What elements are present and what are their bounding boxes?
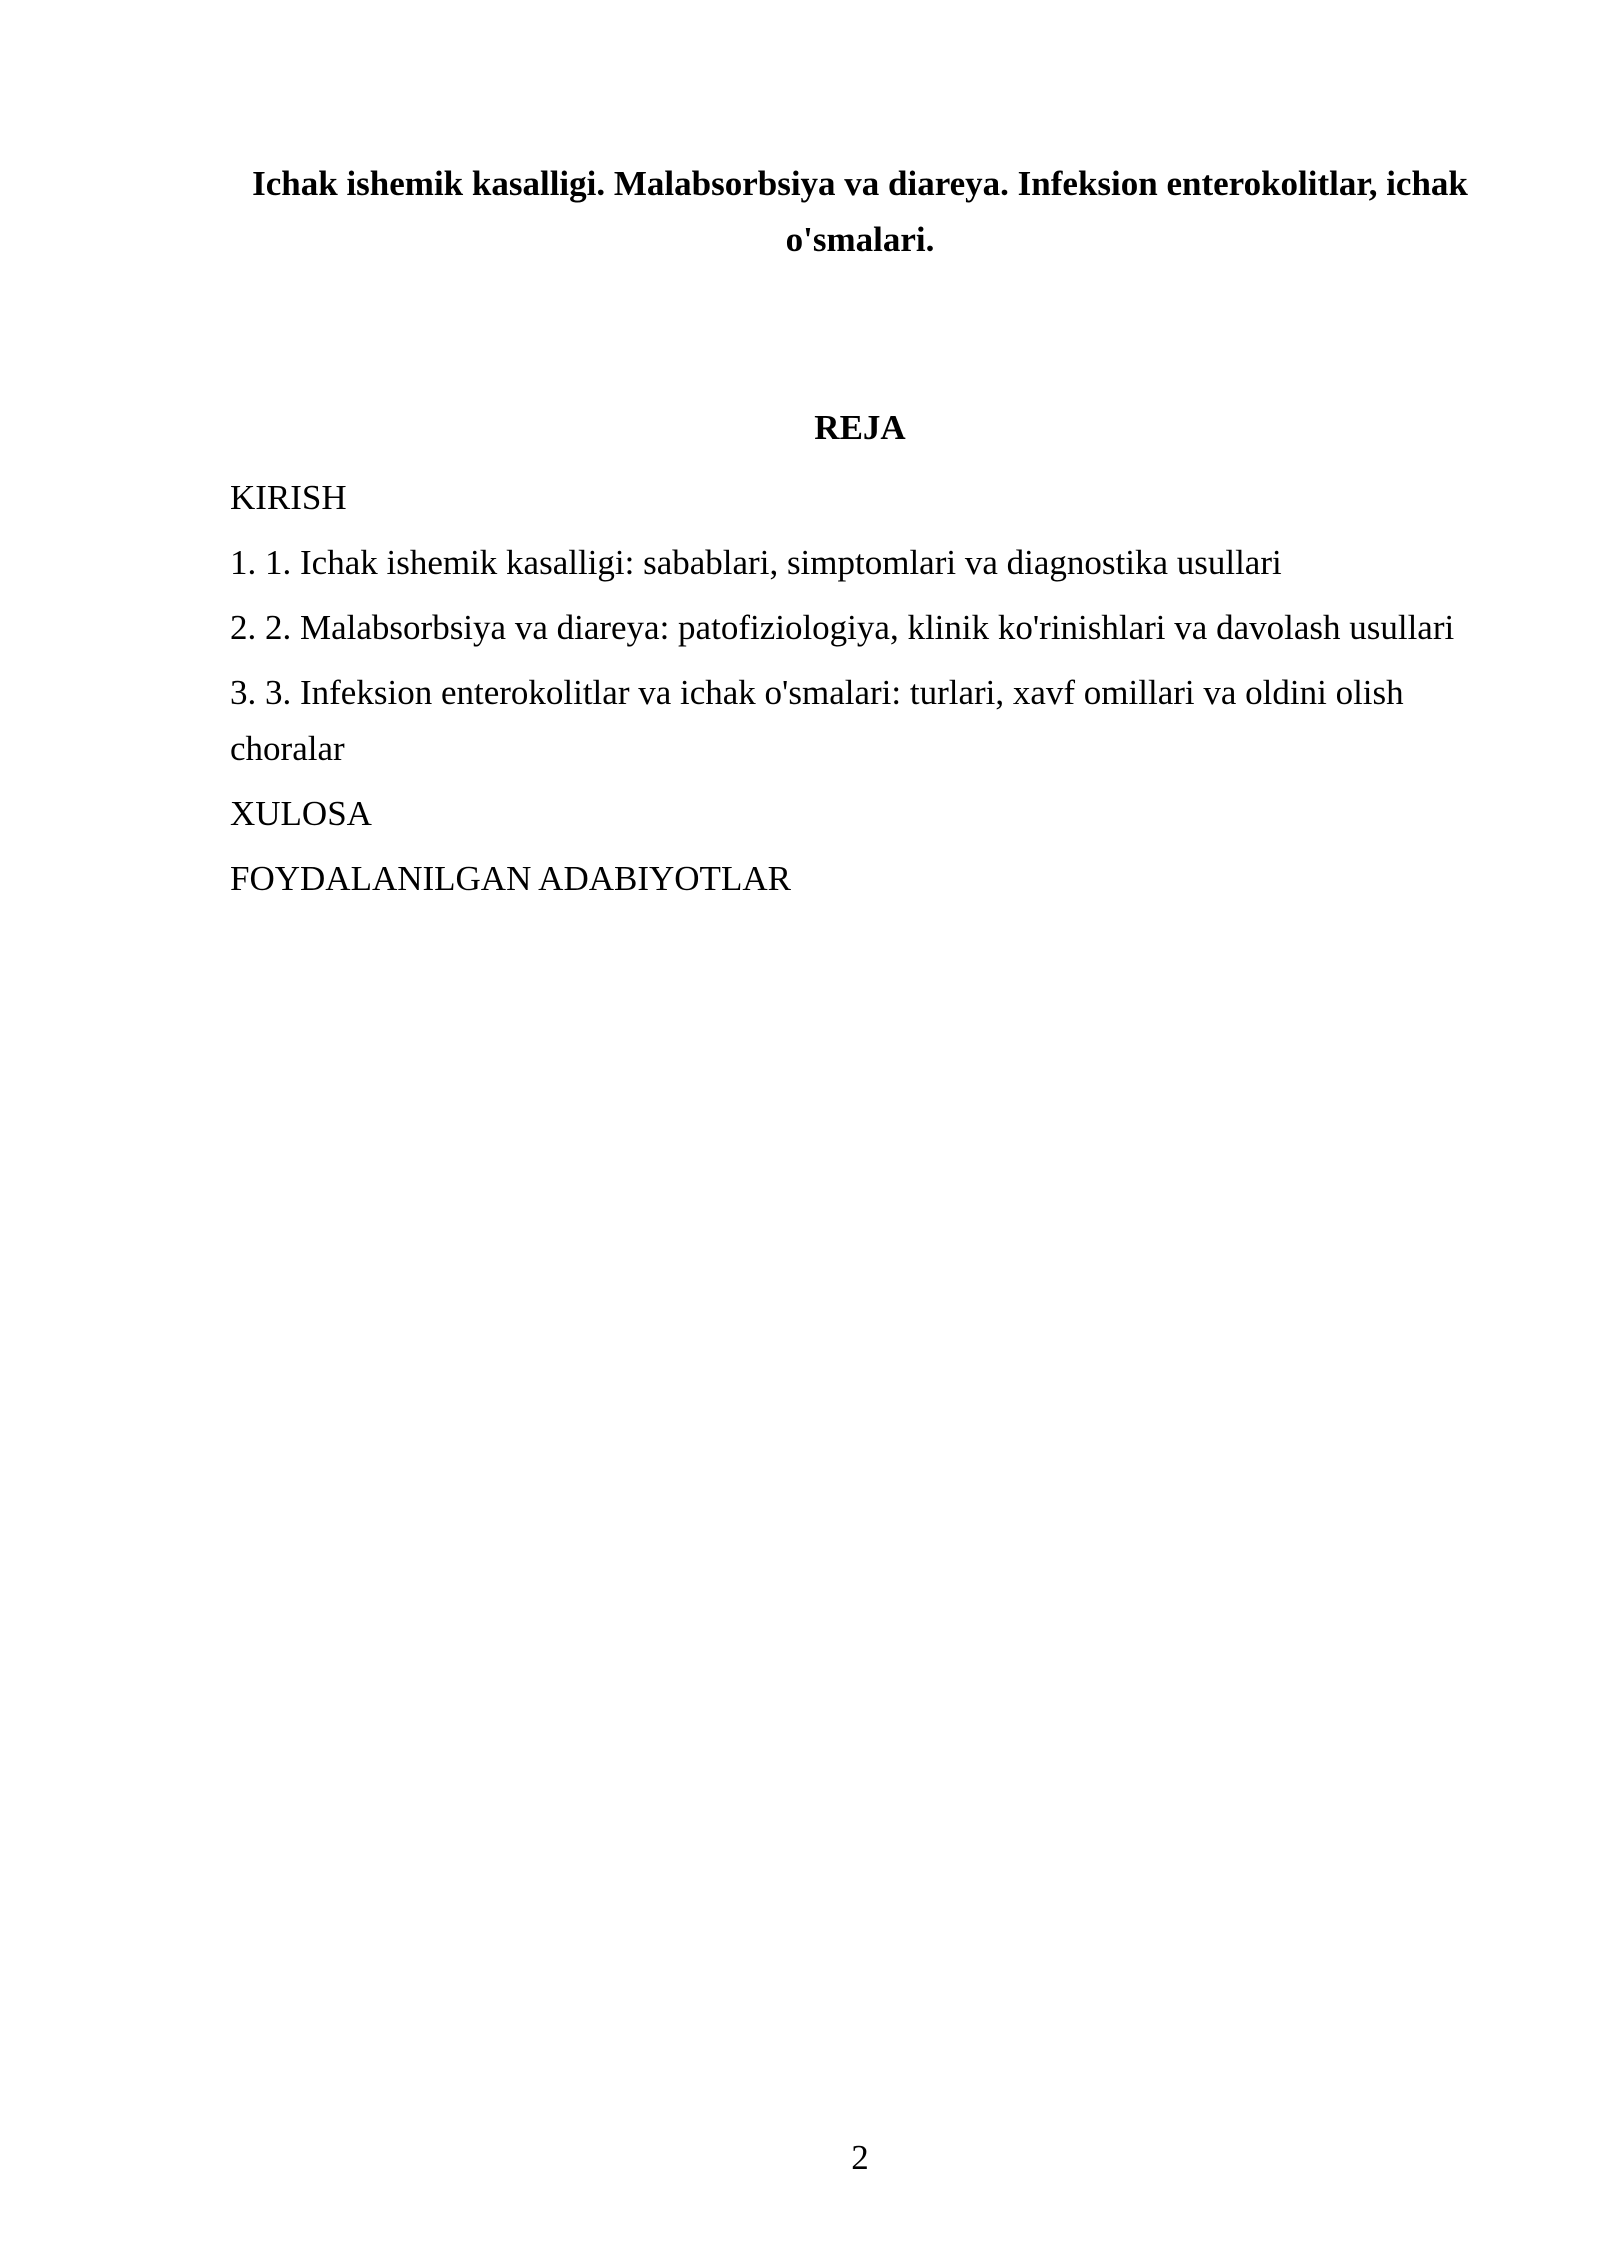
table-of-contents xyxy=(230,470,1460,916)
toc-item-conclusion: XULOSA xyxy=(230,794,372,833)
toc-item-introduction: KIRISH xyxy=(230,478,347,517)
toc-item-section-3: 3. 3. Infeksion enterokolitlar va ichak o'smalari: turlari, xavf omillari va oldini olish choralar xyxy=(230,673,1404,768)
toc-item-references: FOYDALANILGAN ADABIYOTLAR xyxy=(230,859,791,898)
toc-item-section-1: 1. 1. Ichak ishemik kasalligi: sabablari, simptomlari va diagnostika usullari xyxy=(230,543,1282,582)
plan-heading: REJA xyxy=(814,408,906,447)
page-number: 2 xyxy=(851,2138,869,2177)
toc-item-section-2: 2. 2. Malabsorbsiya va diareya: patofiziologiya, klinik ko'rinishlari va davolash usullari xyxy=(230,608,1455,647)
document-title: Ichak ishemik kasalligi. Malabsorbsiya va diareya. Infeksion enterokolitlar, ichak o'smalari. xyxy=(252,164,1468,259)
